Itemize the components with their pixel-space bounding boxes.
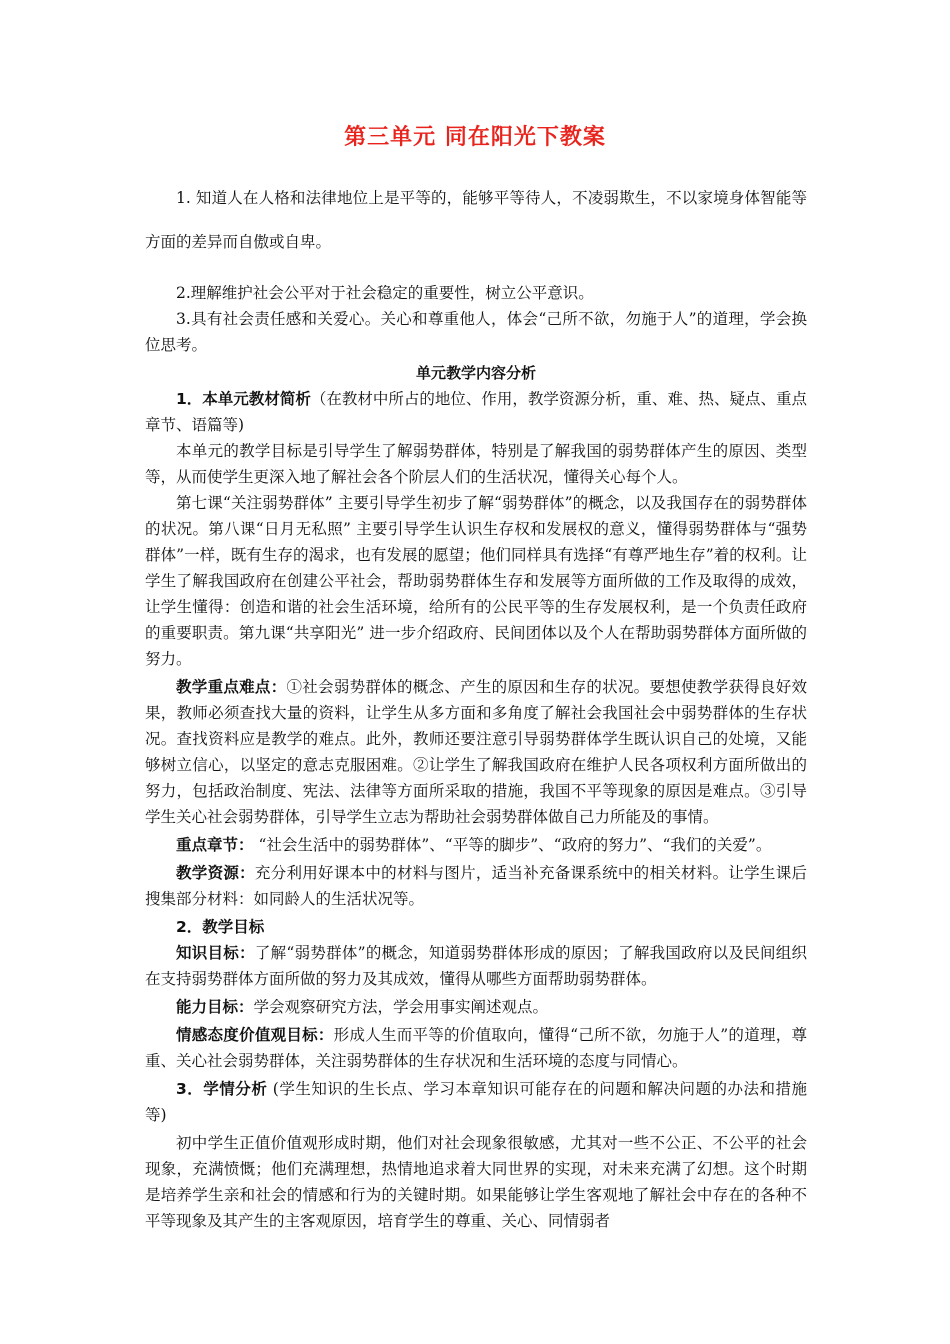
section-3-note: (学生知识的生长点、学习本章知识可能存在的问题和解决问题的办法和措施等)	[145, 1080, 807, 1124]
key-points-label: 教学重点难点：	[176, 678, 287, 696]
knowledge-goal-paragraph	[145, 940, 807, 992]
document-body	[145, 176, 807, 1234]
objective-1: 1. 知道人在人格和法律地位上是平等的，能够平等待人，不凌弱欺生，不以家境身体智能等方面的差异而自傲或自卑。	[145, 189, 807, 251]
objective-2: 2.理解维护社会公平对于社会稳定的重要性，树立公平意识。	[176, 284, 594, 302]
section-2-heading	[145, 914, 807, 940]
emotion-goal-paragraph	[145, 1022, 807, 1074]
section-2-label: 2．教学目标	[176, 918, 265, 936]
section-1-heading	[145, 386, 807, 438]
key-chapters-text: “社会生活中的弱势群体”、“平等的脚步”、“政府的努力”、“我们的关爱”。	[253, 836, 772, 854]
paragraph-lessons: 第七课“关注弱势群体” 主要引导学生初步了解“弱势群体”的概念，以及我国存在的弱势群体的状况。第八课“日月无私照” 主要引导学生认识生存权和发展权的意义，懂得弱势群体与“强势群体”一样，既有生存的渴求，也有发展的愿望；他们同样具有选择“有尊严地生存”着的权利。让学生了解我国政府在创建公平社会，帮助弱势群体生存和发展等方面所做的工作及取得的成效，让学生懂得：创造和谐的社会生活环境，给所有的公民平等的生存发展权利，是一个负责任政府的重要职责。第九课“共享阳光” 进一步介绍政府、民间团体以及个人在帮助弱势群体方面所做的努力。	[145, 494, 807, 668]
section-1-label: 1．本单元教材简析	[176, 390, 311, 408]
emotion-goal-label: 情感态度价值观目标：	[176, 1026, 334, 1044]
resources-text: 充分利用好课本中的材料与图片，适当补充备课系统中的相关材料。让学生课后搜集部分材料：如同龄人的生活状况等。	[145, 864, 807, 908]
emotion-goal-text: 形成人生而平等的价值取向，懂得“己所不欲，勿施于人”的道理，尊重、关心社会弱势群体，关注弱势群体的生存状况和生活环境的态度与同情心。	[145, 1026, 807, 1070]
section-3-heading	[145, 1076, 807, 1128]
paragraph-student-analysis: 初中学生正值价值观形成时期，他们对社会现象很敏感，尤其对一些不公正、不公平的社会现象，充满愤慨；他们充满理想，热情地追求着大同世界的实现，对未来充满了幻想。这个时期是培养学生亲和社会的情感和行为的关键时期。如果能够让学生客观地了解社会中存在的各种不平等现象及其产生的主客观原因，培育学生的尊重、关心、同情弱者	[145, 1134, 807, 1230]
section-3-label: 3．学情分析	[176, 1080, 268, 1098]
ability-goal-text: 学会观察研究方法，学会用事实阐述观点。	[253, 998, 549, 1016]
key-points-text: ①社会弱势群体的概念、产生的原因和生存的状况。要想使教学获得良好效果，教师必须查找大量的资料，让学生从多方面和多角度了解社会我国社会中弱势群体的生存状况。查找资料应是教学的难点。此外，教师还要注意引导弱势群体学生既认识自己的处境，又能够树立信心，以坚定的意志克服困难。②让学生了解我国政府在维护人民各项权利方面所做出的努力，包括政治制度、宪法、法律等方面所采取的措施，我国不平等现象的原因是难点。③引导学生关心社会弱势群体，引导学生立志为帮助社会弱势群体做自己力所能及的事情。	[145, 678, 807, 826]
ability-goal-label: 能力目标：	[176, 998, 254, 1016]
section-1-note: （在教材中所占的地位、作用，教学资源分析，重、难、热、疑点、重点章节、语篇等)	[145, 390, 807, 434]
key-chapters-paragraph	[145, 832, 807, 858]
knowledge-goal-label: 知识目标：	[176, 944, 255, 962]
key-points-paragraph	[145, 674, 807, 830]
document-title: 第三单元 同在阳光下教案	[344, 125, 606, 150]
ability-goal-paragraph	[145, 994, 807, 1020]
resources-paragraph	[145, 860, 807, 912]
key-chapters-label: 重点章节：	[176, 836, 254, 854]
paragraph-unit-goal: 本单元的教学目标是引导学生了解弱势群体，特别是了解我国的弱势群体产生的原因、类型等，从而使学生更深入地了解社会各个阶层人们的生活状况，懂得关心每个人。	[145, 442, 807, 486]
objective-3: 3.具有社会责任感和关爱心。关心和尊重他人，体会“己所不欲，勿施于人”的道理，学会换位思考。	[145, 310, 807, 354]
resources-label: 教学资源：	[176, 864, 255, 882]
section-heading: 单元教学内容分析	[415, 364, 536, 382]
knowledge-goal-text: 了解“弱势群体”的概念，知道弱势群体形成的原因；了解我国政府以及民间组织在支持弱势群体方面所做的努力及其成效，懂得从哪些方面帮助弱势群体。	[145, 944, 807, 988]
